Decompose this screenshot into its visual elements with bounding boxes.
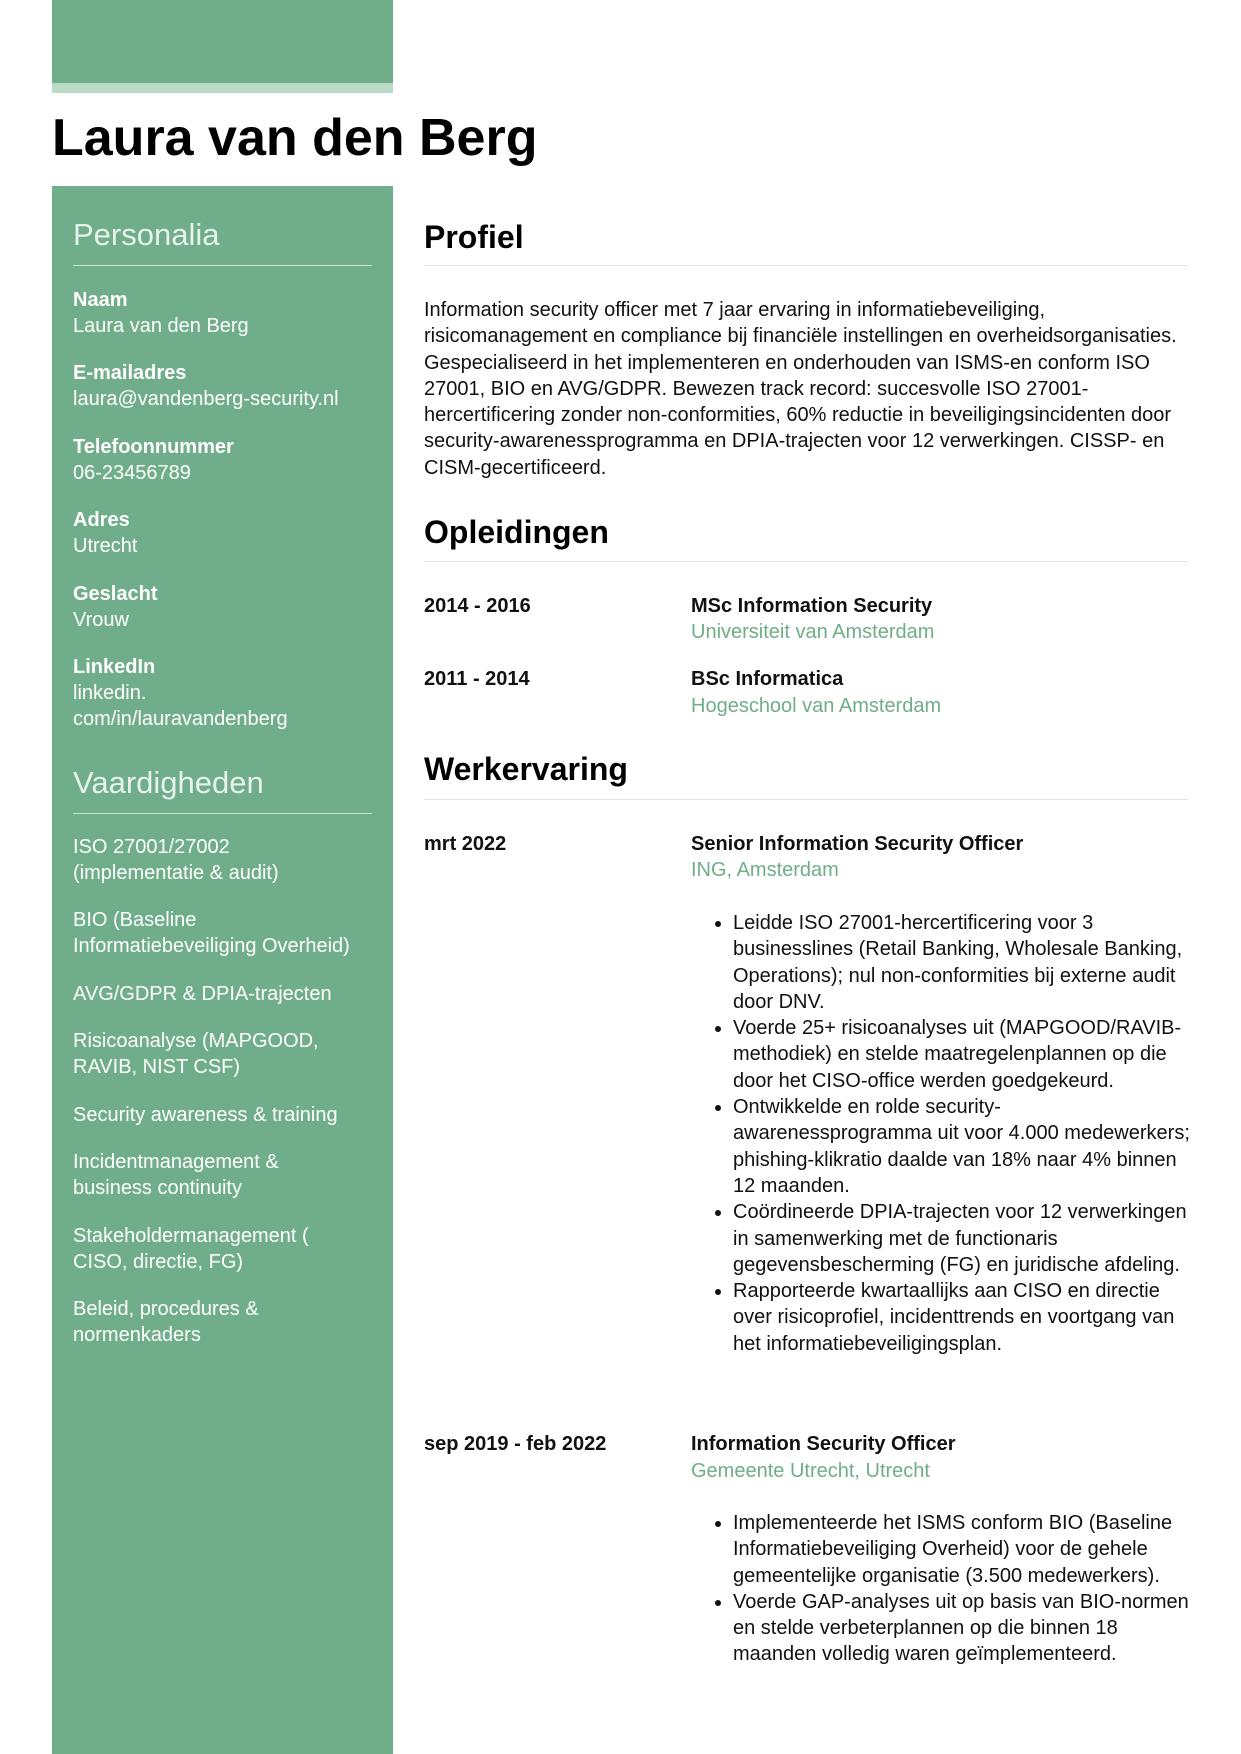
field-label: Geslacht (73, 583, 158, 605)
field-email (73, 360, 373, 412)
education-title: BSc Informatica (691, 668, 844, 690)
candidate-name: Laura van den Berg (52, 109, 538, 167)
experience-heading: Werkervaring (424, 751, 628, 787)
personalia-heading: Personalia (73, 217, 220, 252)
job-dates: sep 2019 - feb 2022 (424, 1433, 607, 1455)
field-name (73, 287, 373, 339)
skill-item: ISO 27001/27002 (implementatie & audit) (73, 836, 279, 884)
header-accent-bar (52, 0, 393, 83)
list-item: • Coördineerde DPIA-trajecten voor 12 verwerkingen in samenwerking met de functionaris gegevensbescherming (FG) en juridische afdeling. (733, 1199, 1191, 1278)
education-dates: 2014 - 2016 (424, 595, 531, 617)
job-achievements (691, 910, 1191, 1357)
field-value: Utrecht (73, 535, 138, 557)
job-title: Senior Information Security Officer (691, 833, 1024, 855)
field-value: linkedin. (73, 682, 147, 704)
field-label: LinkedIn (73, 656, 156, 678)
list-item: • Rapporteerde kwartaallijks aan CISO en directie over risicoprofiel, incidenttrends en voortgang van het informatiebeveiligingsplan. (733, 1278, 1191, 1357)
field-value: com/in/lauravandenberg (73, 708, 288, 730)
skill-item: Stakeholdermanagement ( CISO, directie, FG) (73, 1225, 309, 1273)
field-gender (73, 581, 373, 633)
list-item: • Voerde 25+ risicoanalyses uit (MAPGOOD/RAVIB-methodiek) en stelde maatregelenplannen op die door het CISO-office werden goedgekeurd. (733, 1015, 1191, 1094)
education-divider (424, 561, 1188, 562)
field-label: Naam (73, 289, 128, 311)
profile-text: Information security officer met 7 jaar ervaring in informatiebeveiliging, risicomanagement en compliance bij financiële instellingen en overheidsorganisaties. Gespecialiseerd in het implementeren en onderhouden van ISMS-en conform ISO 27001, BIO en AVG/GDPR. Bewezen track record: succesvolle ISO 27001-hercertificering zonder non-conformities, 60% reductie in beveiligingsincidenten door security-awarenessprogramma en DPIA-trajecten voor 12 verwerkingen. CISSP- en CISM-gecertificeerd. (424, 299, 1177, 479)
job-company: Gemeente Utrecht, Utrecht (691, 1460, 930, 1482)
personalia-divider (73, 265, 372, 266)
skills-heading: Vaardigheden (73, 765, 264, 800)
education-heading: Opleidingen (424, 514, 609, 550)
profile-divider (424, 265, 1188, 266)
field-label: E-mailadres (73, 362, 187, 384)
job-company: ING, Amsterdam (691, 859, 839, 881)
profile-heading: Profiel (424, 219, 524, 255)
field-linkedin (73, 654, 373, 732)
education-institution: Universiteit van Amsterdam (691, 621, 935, 643)
skills-divider (73, 813, 372, 814)
job-dates: mrt 2022 (424, 833, 507, 855)
skill-item: AVG/GDPR & DPIA-trajecten (73, 983, 332, 1005)
field-label: Adres (73, 509, 130, 531)
list-item: • Voerde GAP-analyses uit op basis van BIO-normen en stelde verbeterplannen op die binnen 18 maanden volledig waren geïmplementeerd. (733, 1589, 1191, 1668)
skill-item: Security awareness & training (73, 1104, 338, 1126)
field-value: Laura van den Berg (73, 315, 249, 337)
field-value: Vrouw (73, 609, 129, 631)
job-title: Information Security Officer (691, 1433, 956, 1455)
skill-item: BIO (Baseline Informatiebeveiliging Overheid) (73, 909, 350, 957)
job-achievements (691, 1510, 1191, 1668)
skill-item: Beleid, procedures & normenkaders (73, 1298, 259, 1346)
experience-divider (424, 799, 1188, 800)
list-item: • Leidde ISO 27001-hercertificering voor 3 businesslines (Retail Banking, Wholesale Banking, Operations); nul non-conformities bij externe audit door DNV. (733, 910, 1191, 1015)
list-item: • Ontwikkelde en rolde security-awarenessprogramma uit voor 4.000 medewerkers; phishing-klikratio daalde van 18% naar 4% binnen 12 maanden. (733, 1094, 1191, 1199)
field-value: laura@vandenberg-security.nl (73, 388, 339, 410)
skill-item: Incidentmanagement & business continuity (73, 1151, 279, 1199)
education-title: MSc Information Security (691, 595, 933, 617)
field-value: 06-23456789 (73, 462, 191, 484)
field-label: Telefoonnummer (73, 436, 234, 458)
skill-item: Risicoanalyse (MAPGOOD, RAVIB, NIST CSF) (73, 1030, 319, 1078)
education-institution: Hogeschool van Amsterdam (691, 695, 942, 717)
list-item: • Implementeerde het ISMS conform BIO (Baseline Informatiebeveiliging Overheid) voor de gehele gemeentelijke organisatie (3.500 medewerkers). (733, 1510, 1191, 1589)
field-phone (73, 434, 373, 486)
education-dates: 2011 - 2014 (424, 668, 530, 690)
header-accent-stripe (52, 83, 393, 93)
sidebar (52, 186, 393, 1754)
field-address (73, 507, 373, 559)
